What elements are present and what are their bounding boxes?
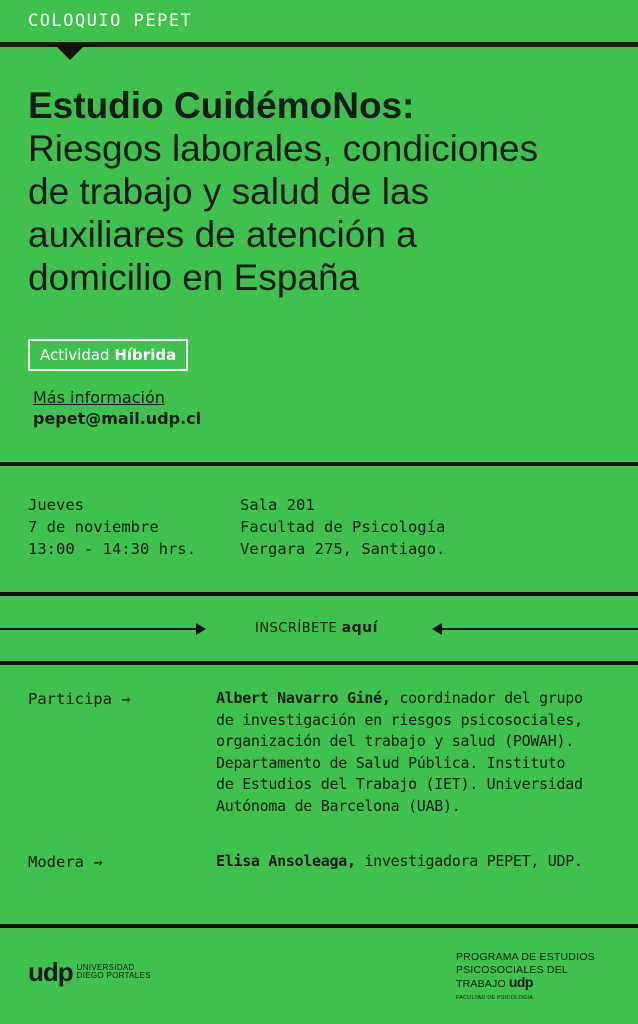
modera-description [216,851,621,873]
event-building: Facultad de Psicología [240,518,446,536]
participa-label: Participa → [28,690,131,708]
series-label: COLOQUIO PEPET [28,11,193,31]
event-address: Vergara 275, Santiago. [240,540,446,558]
divider-2 [0,592,638,596]
date-time-block [28,494,196,560]
udp-logo [28,958,151,986]
title-line-4: domicilio en España [28,257,360,298]
participa-desc-4: Departamento de Salud Pública. Instituto [216,753,566,772]
participa-desc-1: coordinador del grupo [390,689,583,707]
title-line-2: de trabajo y salud de las [28,171,430,212]
udp-line-1: UNIVERSIDAD [76,962,135,972]
participa-desc-6: Autónoma de Barcelona (UAB). [216,796,461,815]
location-block [240,494,445,560]
event-time: 13:00 - 14:30 hrs. [28,540,196,558]
modera-name: Elisa Ansoleaga, [216,852,356,870]
divider-4 [0,924,638,928]
participa-desc-2: de investigación en riesgos psicosociales, [216,710,583,729]
pepet-line-1: PROGRAMA DE ESTUDIOS [456,951,595,963]
more-info-link[interactable]: Más información [33,388,165,407]
arrow-left-icon [432,623,442,635]
pepet-logo [456,951,626,1004]
pepet-udp-mark: udp [508,974,533,990]
register-strong: aquí [341,620,378,636]
modera-label: Modera → [28,853,103,871]
arrow-right-icon [196,623,206,635]
divider-3 [0,661,638,665]
title-line-3: auxiliares de atención a [28,214,417,255]
udp-wordmark [77,964,151,981]
udp-line-2: DIEGO PORTALES [76,971,151,980]
badge-prefix: Actividad [40,346,110,364]
pepet-line-3-row [456,976,626,991]
contact-email[interactable]: pepet@mail.udp.cl [33,409,202,428]
activity-type-badge [28,339,188,371]
event-date: 7 de noviembre [28,518,159,536]
pepet-faculty: FACULTAD DE PSICOLOGÍA [456,994,533,1001]
participa-name: Albert Navarro Giné, [216,689,391,707]
pepet-line-2: PSICOSOCIALES DEL [456,963,568,976]
event-room: Sala 201 [240,496,315,514]
event-title [28,84,628,299]
title-strong: Estudio CuidémoNos: [28,85,415,126]
arrow-right-line [0,628,196,630]
event-day: Jueves [28,496,84,514]
udp-mark: udp [28,957,73,987]
participa-desc-5: de Estudios del Trabajo (IET). Universidad [216,775,583,793]
participa-description [216,688,621,817]
badge-strong: Híbrida [114,346,177,364]
modera-desc: investigadora PEPET, UDP. [355,852,583,870]
pepet-line-3: TRABAJO [456,978,506,990]
arrow-left-line [442,628,638,630]
register-label: INSCRÍBETE [255,621,338,636]
top-divider [0,42,638,47]
title-line-1: Riesgos laborales, condiciones [28,128,539,169]
register-link[interactable] [255,620,378,636]
divider-notch [56,46,84,60]
divider-1 [0,462,638,466]
participa-desc-3: organización del trabajo y salud (POWAH). [216,732,574,750]
